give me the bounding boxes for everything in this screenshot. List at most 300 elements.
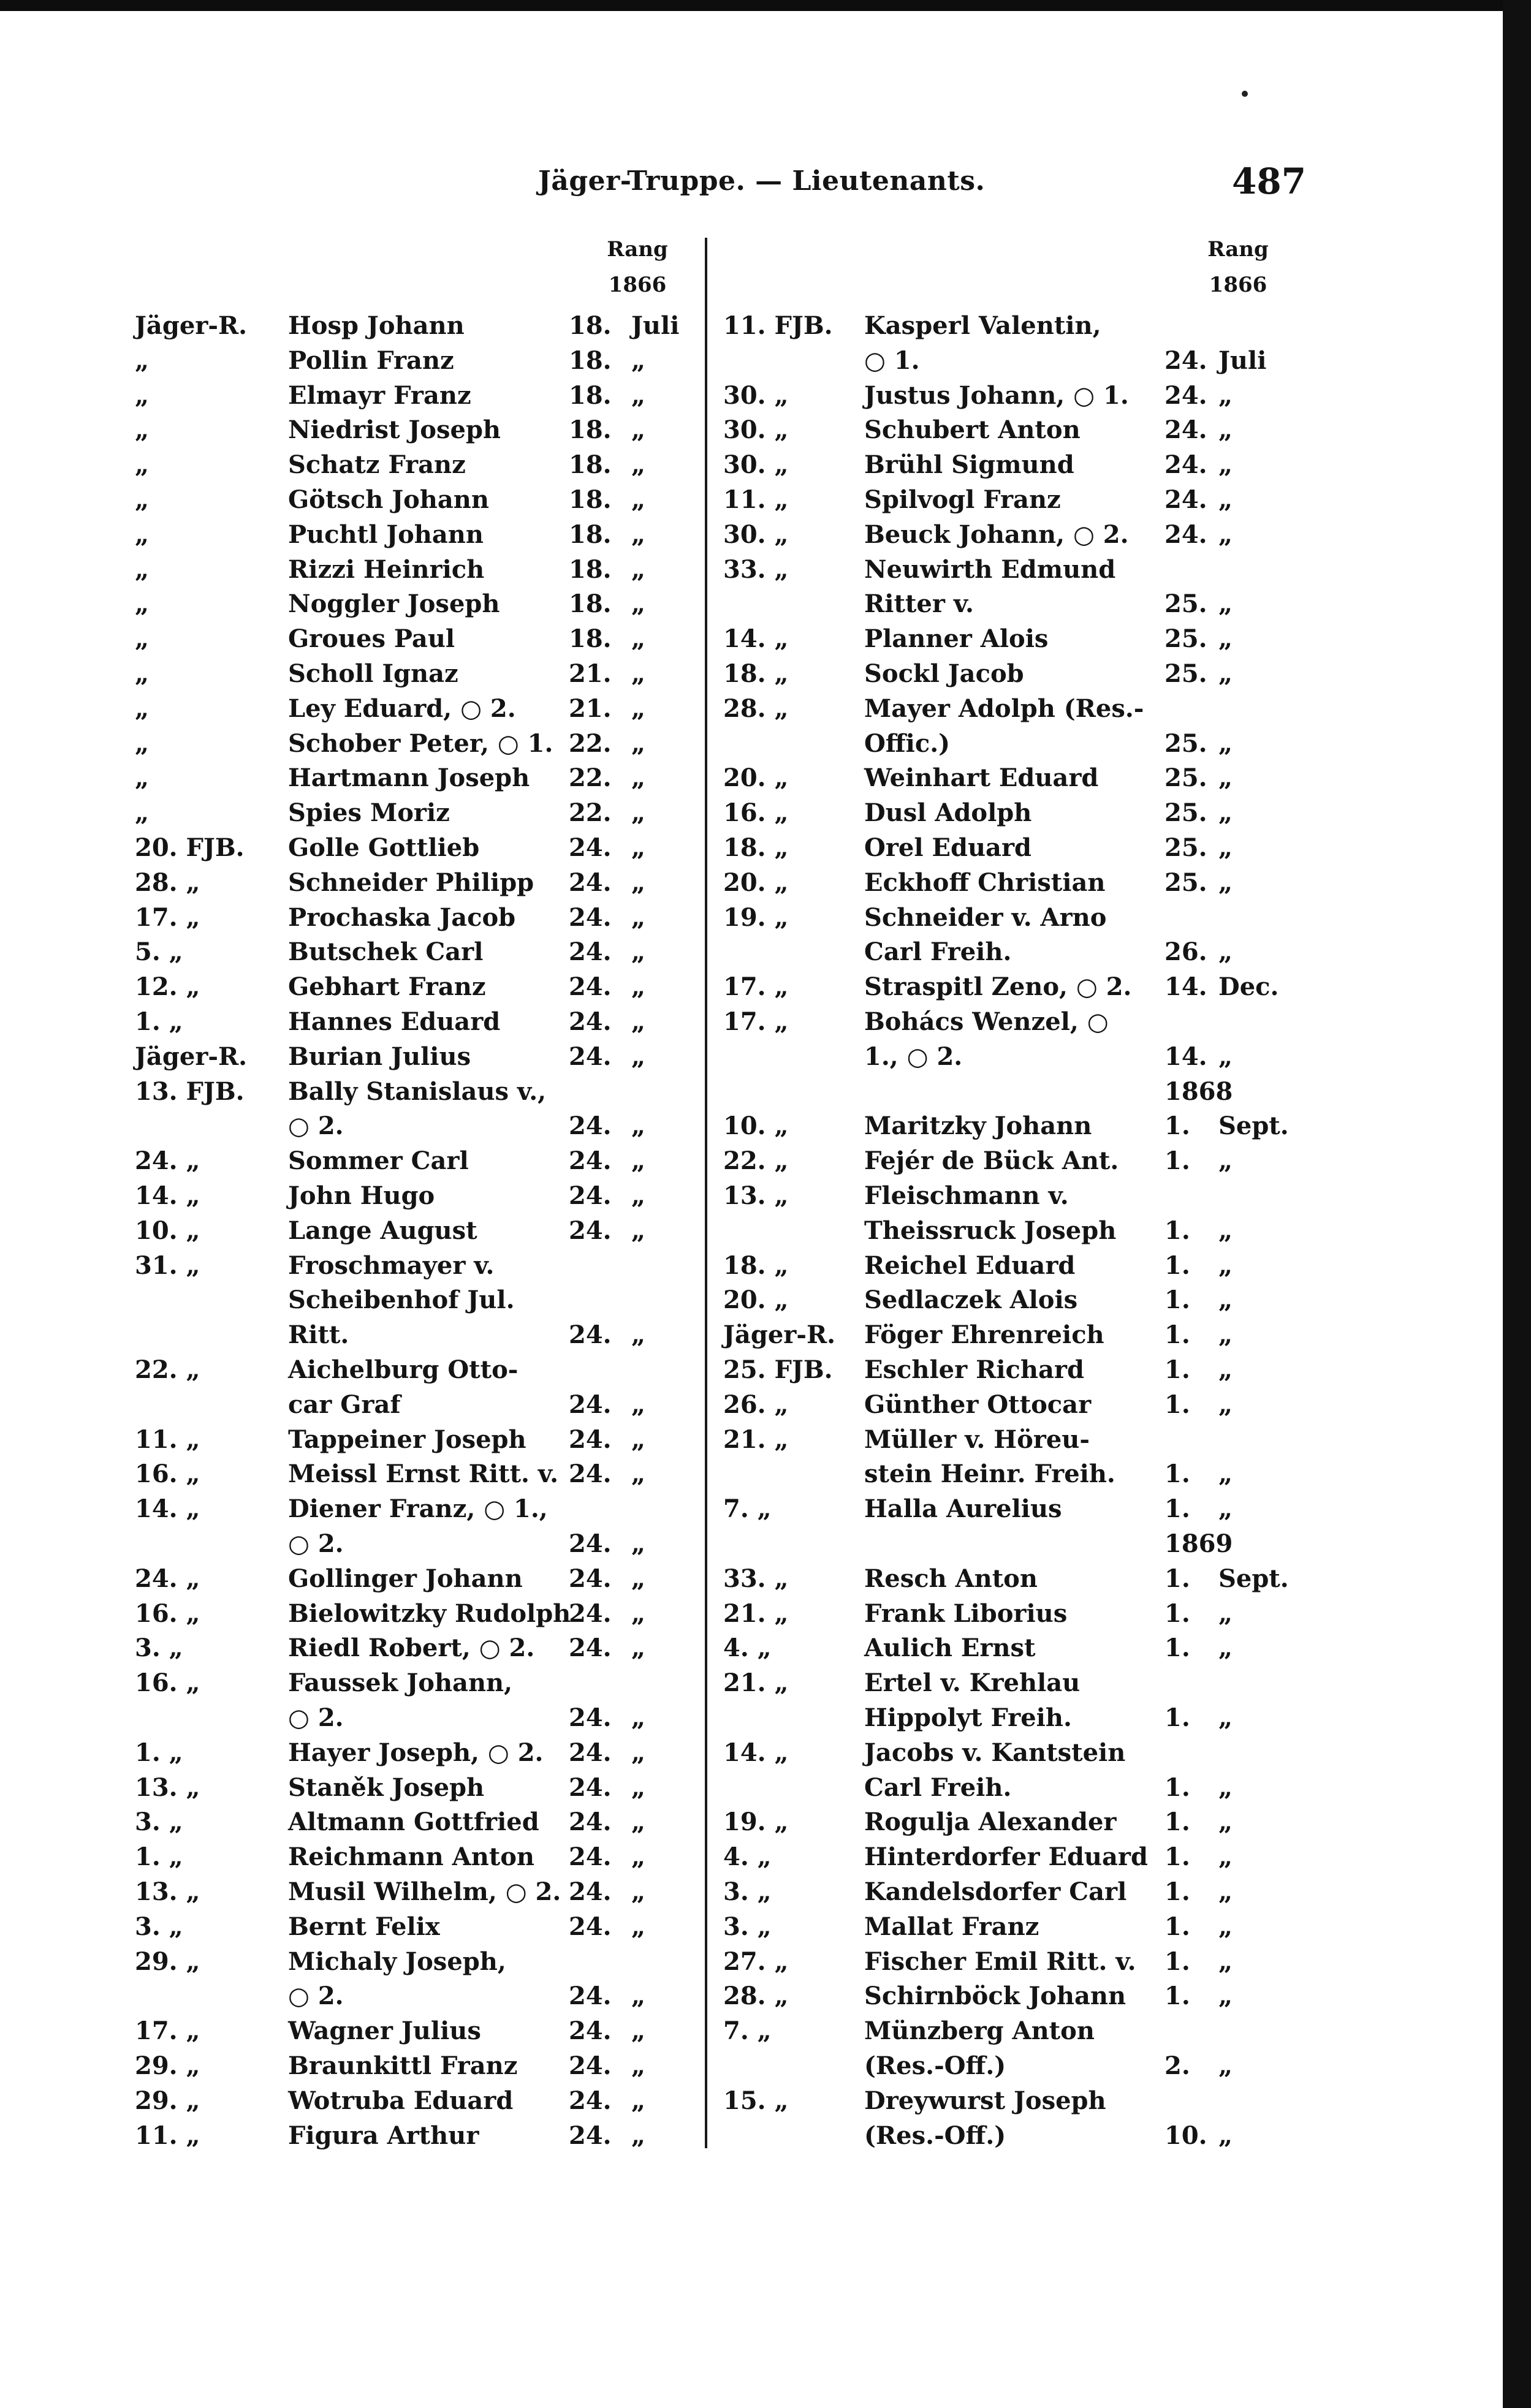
unit-cell: 3. „ [723, 1912, 772, 1941]
rank-month-cell: „ [631, 589, 646, 619]
rank-day-cell: 1. [1164, 1494, 1190, 1524]
right-rank-header [1201, 232, 1275, 303]
name-cell: Kandelsdorfer Carl [864, 1877, 1127, 1906]
unit-cell: 20. „ [723, 1285, 789, 1315]
rank-day-cell: 24. [569, 1425, 612, 1454]
unit-cell: 18. „ [723, 659, 789, 688]
rank-day-cell: 24. [569, 1320, 612, 1350]
register-entry [0, 1700, 1495, 1735]
rank-day-cell: 1. [1164, 1216, 1190, 1245]
rank-month-cell: „ [631, 1634, 646, 1663]
unit-cell: 30. „ [723, 450, 789, 480]
rank-day-cell: 1. [1164, 1285, 1190, 1315]
unit-cell: 13. FJB. [135, 1077, 245, 1106]
register-entry [0, 1282, 1495, 1317]
unit-cell: 10. „ [135, 1216, 200, 1245]
rank-day-cell: 1. [1164, 1912, 1190, 1941]
register-entry [0, 1804, 1495, 1839]
rank-month-cell: „ [631, 2051, 646, 2080]
unit-cell: „ [135, 589, 150, 619]
rank-day-cell: 1. [1164, 1251, 1190, 1280]
unit-cell: 29. „ [135, 1947, 200, 1976]
unit-cell: 28. „ [135, 868, 200, 897]
rank-month-cell: „ [1218, 868, 1233, 897]
name-cell: Burian Julius [288, 1042, 471, 1071]
rank-day-cell: 18. [569, 485, 612, 514]
unit-cell: 5. „ [135, 937, 183, 967]
name-cell: car Graf [288, 1390, 401, 1419]
rank-month-cell: „ [631, 1390, 646, 1419]
name-cell: Hayer Joseph, ○ 2. [288, 1738, 544, 1767]
rank-month-cell: Sept. [1218, 1111, 1289, 1141]
register-entry [0, 482, 1495, 517]
rank-day-cell: 24. [569, 1877, 612, 1906]
rank-day-cell: 24. [569, 1634, 612, 1663]
name-cell: Schubert Anton [864, 415, 1081, 445]
register-entry [0, 378, 1495, 413]
rank-month-cell: „ [1218, 1494, 1233, 1524]
rank-month-cell: „ [1218, 1842, 1233, 1872]
rank-month-cell: „ [1218, 450, 1233, 480]
register-entry [0, 2118, 1495, 2153]
rank-month-cell: „ [1218, 589, 1233, 619]
rank-month-cell: „ [1218, 1042, 1233, 1071]
rank-day-cell: 24. [569, 1564, 612, 1593]
unit-cell: 24. „ [135, 1146, 200, 1176]
unit-cell: 29. „ [135, 2051, 200, 2080]
unit-cell: 28. „ [723, 694, 789, 723]
name-cell: Musil Wilhelm, ○ 2. [288, 1877, 561, 1906]
name-cell: Schneider Philipp [288, 868, 534, 897]
name-cell: Eschler Richard [864, 1355, 1084, 1384]
rank-day-cell: 24. [569, 868, 612, 897]
name-cell: Riedl Robert, ○ 2. [288, 1634, 535, 1663]
name-cell: ○ 2. [288, 1111, 344, 1141]
register-entry [0, 1630, 1495, 1665]
name-cell: Golle Gottlieb [288, 833, 480, 862]
name-cell: Niedrist Joseph [288, 415, 501, 445]
rank-month-cell: „ [631, 1460, 646, 1489]
page-number: 487 [1232, 161, 1307, 202]
rank-day-cell: 1. [1164, 1842, 1190, 1872]
unit-cell: Jäger-R. [135, 1042, 248, 1071]
name-cell: Reichel Eduard [864, 1251, 1076, 1280]
rank-day-cell: 1. [1164, 1599, 1190, 1628]
unit-cell: 33. „ [723, 1564, 789, 1593]
rank-month-cell: „ [631, 1703, 646, 1732]
unit-cell: 22. „ [135, 1355, 200, 1384]
unit-cell: 3. „ [135, 1808, 183, 1837]
register-entry [0, 1596, 1495, 1631]
rank-month-cell: „ [1218, 833, 1233, 862]
rank-month-cell: „ [631, 729, 646, 758]
unit-cell: „ [135, 520, 150, 549]
register-entry [0, 1074, 1495, 1109]
name-cell: Aulich Ernst [864, 1634, 1036, 1663]
rank-month-cell: „ [631, 1738, 646, 1767]
name-cell: Hippolyt Freih. [864, 1703, 1072, 1732]
unit-cell: 20. „ [723, 763, 789, 793]
rank-month-cell: „ [1218, 2121, 1233, 2150]
rank-day-cell: 24. [569, 1146, 612, 1176]
rank-month-cell: „ [631, 1111, 646, 1141]
name-cell: Ritt. [288, 1320, 349, 1350]
unit-cell: 18. „ [723, 1251, 789, 1280]
register-entry [0, 1422, 1495, 1457]
rank-month-cell: „ [1218, 1599, 1233, 1628]
rank-month-cell: „ [631, 1842, 646, 1872]
rank-month-cell: „ [1218, 1982, 1233, 2011]
register-entry [0, 1108, 1495, 1143]
rank-day-cell: 22. [569, 798, 612, 828]
rank-month-cell: „ [1218, 520, 1233, 549]
rank-day-cell: 18. [569, 415, 612, 445]
name-cell: Dusl Adolph [864, 798, 1032, 828]
register-entry [0, 552, 1495, 587]
unit-cell: 14. „ [135, 1494, 200, 1524]
unit-cell: 3. „ [135, 1634, 183, 1663]
rank-day-cell: 24. [569, 2086, 612, 2115]
name-cell: Hartmann Joseph [288, 763, 530, 793]
register-entry [0, 2013, 1495, 2048]
name-cell: Rogulja Alexander [864, 1808, 1117, 1837]
rank-month-cell: „ [1218, 2051, 1233, 2080]
name-cell: Planner Alois [864, 624, 1049, 654]
name-cell: Götsch Johann [288, 485, 489, 514]
rank-day-cell: 2. [1164, 2051, 1190, 2080]
name-cell: Ley Eduard, ○ 2. [288, 694, 516, 723]
rank-day-cell: 18. [569, 346, 612, 375]
name-cell: ○ 2. [288, 1982, 344, 2011]
rank-day-cell: 10. [1164, 2121, 1207, 2150]
unit-cell: „ [135, 485, 150, 514]
name-cell: Dreywurst Joseph [864, 2086, 1106, 2115]
unit-cell: 29. „ [135, 2086, 200, 2115]
name-cell: Schirnböck Johann [864, 1982, 1126, 2011]
name-cell: Schneider v. Arno [864, 903, 1107, 932]
unit-cell: 3. „ [723, 1877, 772, 1906]
register-entry [0, 726, 1495, 761]
unit-cell: 4. „ [723, 1842, 772, 1872]
name-cell: Straspitl Zeno, ○ 2. [864, 972, 1132, 1002]
rank-month-cell: „ [631, 1216, 646, 1245]
name-cell: Wotruba Eduard [288, 2086, 514, 2115]
name-cell: Ritter v. [864, 589, 974, 619]
unit-cell: 16. „ [135, 1668, 200, 1698]
name-cell: Scholl Ignaz [288, 659, 458, 688]
rank-day-cell: 24. [569, 1216, 612, 1245]
rank-day-cell: 1. [1164, 1703, 1190, 1732]
rank-month-cell: „ [1218, 1320, 1233, 1350]
rank-month-cell: „ [1218, 1773, 1233, 1802]
rank-day-cell: 24. [569, 1738, 612, 1767]
name-cell: Fejér de Bück Ant. [864, 1146, 1119, 1176]
name-cell: Staněk Joseph [288, 1773, 485, 1802]
rank-month-cell: „ [631, 555, 646, 584]
rank-day-cell: 24. [569, 1982, 612, 2011]
running-head [0, 161, 1531, 203]
register-entry [0, 1839, 1495, 1874]
rank-month-cell: „ [631, 798, 646, 828]
name-cell: Resch Anton [864, 1564, 1038, 1593]
rank-month-cell: „ [631, 833, 646, 862]
rank-month-cell: „ [1218, 659, 1233, 688]
rank-month-cell: Sept. [1218, 1564, 1289, 1593]
rank-month-cell: „ [631, 694, 646, 723]
unit-cell: 16. „ [723, 798, 789, 828]
name-cell: Fischer Emil Ritt. v. [864, 1947, 1136, 1976]
unit-cell: 28. „ [723, 1982, 789, 2011]
name-cell: Figura Arthur [288, 2121, 479, 2150]
rank-month-cell: „ [1218, 1947, 1233, 1976]
name-cell: Günther Ottocar [864, 1390, 1092, 1419]
unit-cell: 21. „ [723, 1425, 789, 1454]
rank-month-cell: „ [631, 1982, 646, 2011]
name-cell: (Res.-Off.) [864, 2121, 1006, 2150]
rank-month-cell: „ [631, 1007, 646, 1036]
unit-cell: 31. „ [135, 1251, 200, 1280]
unit-cell: 25. FJB. [723, 1355, 833, 1384]
unit-cell: 26. „ [723, 1390, 789, 1419]
name-cell: Föger Ehrenreich [864, 1320, 1104, 1350]
register-entry [0, 656, 1495, 691]
rank-day-cell: 1. [1164, 1390, 1190, 1419]
unit-cell: 10. „ [723, 1111, 789, 1141]
rank-day-cell: 24. [569, 1460, 612, 1489]
rank-day-cell: 18. [569, 589, 612, 619]
rank-day-cell: 24. [569, 1181, 612, 1210]
print-speck [1242, 91, 1248, 97]
rank-day-cell: 24. [1164, 415, 1207, 445]
rank-day-cell: 1. [1164, 1634, 1190, 1663]
name-cell: Ertel v. Krehlau [864, 1668, 1081, 1698]
unit-cell: 20. „ [723, 868, 789, 897]
name-cell: Pollin Franz [288, 346, 454, 375]
name-cell: Bohács Wenzel, ○ [864, 1007, 1109, 1036]
register-entry [0, 2083, 1495, 2118]
unit-cell: „ [135, 694, 150, 723]
unit-cell: 21. „ [723, 1599, 789, 1628]
name-cell: Orel Eduard [864, 833, 1031, 862]
unit-cell: „ [135, 763, 150, 793]
name-cell: Froschmayer v. [288, 1251, 495, 1280]
rank-month-cell: „ [631, 346, 646, 375]
name-cell: Jacobs v. Kantstein [864, 1738, 1126, 1767]
name-cell: Prochaska Jacob [288, 903, 516, 932]
name-cell: Carl Freih. [864, 1773, 1012, 1802]
name-cell: Groues Paul [288, 624, 455, 654]
right-rank-year: 1866 [1209, 273, 1267, 297]
unit-cell: 11. FJB. [723, 311, 833, 340]
rank-day-cell: 25. [1164, 798, 1207, 828]
rank-month-cell: „ [631, 1912, 646, 1941]
name-cell: Maritzky Johann [864, 1111, 1092, 1141]
name-cell: Meissl Ernst Ritt. v. [288, 1460, 559, 1489]
register-entry [0, 691, 1495, 726]
rank-month-cell: „ [631, 1042, 646, 1071]
rank-day-cell: 1. [1164, 1564, 1190, 1593]
unit-cell: „ [135, 659, 150, 688]
rank-day-cell: 24. [569, 1390, 612, 1419]
rank-day-cell: 24. [569, 1007, 612, 1036]
unit-cell: 3. „ [135, 1912, 183, 1941]
rank-month-cell: „ [1218, 798, 1233, 828]
name-cell: Offic.) [864, 729, 951, 758]
rank-day-cell: 24. [1164, 450, 1207, 480]
rank-day-cell: 24. [569, 903, 612, 932]
unit-cell: 12. „ [135, 972, 200, 1002]
name-cell: Kasperl Valentin, [864, 311, 1101, 340]
register-entry [0, 1491, 1495, 1526]
register-entry [0, 1665, 1495, 1700]
rank-month-cell: „ [631, 763, 646, 793]
rank-month-cell: „ [1218, 1355, 1233, 1384]
name-cell: Michaly Joseph, [288, 1947, 506, 1976]
rank-day-cell: 24. [569, 1703, 612, 1732]
rank-month-cell: „ [1218, 1390, 1233, 1419]
name-cell: Frank Liborius [864, 1599, 1068, 1628]
unit-cell: 19. „ [723, 903, 789, 932]
name-cell: Tappeiner Joseph [288, 1425, 526, 1454]
unit-cell: 17. „ [723, 972, 789, 1002]
name-cell: Eckhoff Christian [864, 868, 1106, 897]
unit-cell: 1. „ [135, 1007, 183, 1036]
name-cell: 1., ○ 2. [864, 1042, 963, 1071]
rank-day-cell: 22. [569, 763, 612, 793]
name-cell: stein Heinr. Freih. [864, 1460, 1115, 1489]
register-entry [0, 1944, 1495, 1979]
unit-cell: Jäger-R. [723, 1320, 836, 1350]
rank-month-cell: „ [1218, 485, 1233, 514]
rank-month-cell: „ [1218, 729, 1233, 758]
register-entry [0, 1004, 1495, 1039]
name-cell: Sedlaczek Alois [864, 1285, 1078, 1315]
scan-edge-top [0, 0, 1531, 11]
name-cell: Mayer Adolph (Res.- [864, 694, 1144, 723]
rank-month-cell: Juli [1218, 346, 1267, 375]
name-cell: Noggler Joseph [288, 589, 500, 619]
unit-cell: 13. „ [135, 1877, 200, 1906]
register-entry [0, 1317, 1495, 1352]
register-entry [0, 517, 1495, 552]
rank-month-cell: „ [631, 381, 646, 410]
rank-month-cell: „ [1218, 1877, 1233, 1906]
name-cell: Sockl Jacob [864, 659, 1024, 688]
unit-cell: 1. „ [135, 1738, 183, 1767]
name-cell: Müller v. Höreu- [864, 1425, 1090, 1454]
unit-cell: „ [135, 346, 150, 375]
name-cell: Gollinger Johann [288, 1564, 523, 1593]
register-entry [0, 1526, 1495, 1561]
rank-month-cell: „ [631, 903, 646, 932]
unit-cell: 14. „ [723, 624, 789, 654]
unit-cell: 11. „ [135, 2121, 200, 2150]
rank-month-cell: „ [1218, 624, 1233, 654]
unit-cell: 11. „ [723, 485, 789, 514]
register-entry [0, 830, 1495, 865]
register-entry [0, 900, 1495, 935]
unit-cell: 18. „ [723, 833, 789, 862]
register-entry [0, 1735, 1495, 1770]
scan-edge-right [1503, 0, 1531, 2408]
unit-cell: 30. „ [723, 520, 789, 549]
rank-month-cell: „ [631, 520, 646, 549]
unit-cell: „ [135, 381, 150, 410]
rank-day-cell: 24. [569, 1912, 612, 1941]
unit-cell: „ [135, 624, 150, 654]
left-rank-year: 1866 [608, 273, 667, 297]
name-cell: ○ 2. [288, 1529, 344, 1558]
rank-month-cell: „ [631, 972, 646, 1002]
unit-cell: „ [135, 729, 150, 758]
register-entry [0, 621, 1495, 656]
rank-month-cell: „ [631, 1181, 646, 1210]
unit-cell: 14. „ [135, 1181, 200, 1210]
rank-day-cell: 24. [1164, 381, 1207, 410]
rank-month-cell: „ [631, 485, 646, 514]
unit-cell: 14. „ [723, 1738, 789, 1767]
register-entry [0, 1456, 1495, 1491]
name-cell: (Res.-Off.) [864, 2051, 1006, 2080]
register-entry [0, 1143, 1495, 1178]
name-cell: Brühl Sigmund [864, 450, 1074, 480]
rank-day-cell: 21. [569, 659, 612, 688]
register-entry [0, 1039, 1495, 1074]
name-cell: Aichelburg Otto- [288, 1355, 519, 1384]
name-cell: Butschek Carl [288, 937, 484, 967]
unit-cell: 19. „ [723, 1808, 789, 1837]
register-entry [0, 1909, 1495, 1944]
rank-day-cell: 18. [569, 311, 612, 340]
name-cell: Reichmann Anton [288, 1842, 535, 1872]
rank-day-cell: 18. [569, 381, 612, 410]
rank-day-cell: 1. [1164, 1982, 1190, 2011]
rank-month-cell: „ [1218, 1251, 1233, 1280]
unit-cell: 7. „ [723, 1494, 772, 1524]
unit-cell: 30. „ [723, 415, 789, 445]
unit-cell: 11. „ [135, 1425, 200, 1454]
name-cell: Braunkittl Franz [288, 2051, 518, 2080]
register-entry [0, 865, 1495, 900]
rank-day-cell: 1. [1164, 1355, 1190, 1384]
rank-day-cell: 22. [569, 729, 612, 758]
unit-cell: „ [135, 415, 150, 445]
register-entry [0, 795, 1495, 830]
unit-cell: 20. FJB. [135, 833, 245, 862]
register-entry [0, 1978, 1495, 2013]
name-cell: John Hugo [288, 1181, 435, 1210]
rank-day-cell: 25. [1164, 763, 1207, 793]
rank-day-cell: 25. [1164, 729, 1207, 758]
register-entry [0, 1352, 1495, 1387]
rank-day-cell: 18. [569, 555, 612, 584]
rank-day-cell: 24. [569, 2016, 612, 2046]
rank-month-cell: „ [1218, 1216, 1233, 1245]
name-cell: Wagner Julius [288, 2016, 481, 2046]
register-entry [0, 934, 1495, 969]
name-cell: Diener Franz, ○ 1., [288, 1494, 548, 1524]
rank-day-cell: 1868 [1164, 1077, 1233, 1106]
unit-cell: 13. „ [723, 1181, 789, 1210]
name-cell: Faussek Johann, [288, 1668, 513, 1698]
rank-month-cell: „ [631, 1425, 646, 1454]
rank-day-cell: 25. [1164, 868, 1207, 897]
rank-month-cell: Juli [631, 311, 680, 340]
rank-day-cell: 1869 [1164, 1529, 1233, 1558]
name-cell: Hinterdorfer Eduard [864, 1842, 1148, 1872]
rank-day-cell: 1. [1164, 1460, 1190, 1489]
rank-month-cell: „ [631, 1146, 646, 1176]
